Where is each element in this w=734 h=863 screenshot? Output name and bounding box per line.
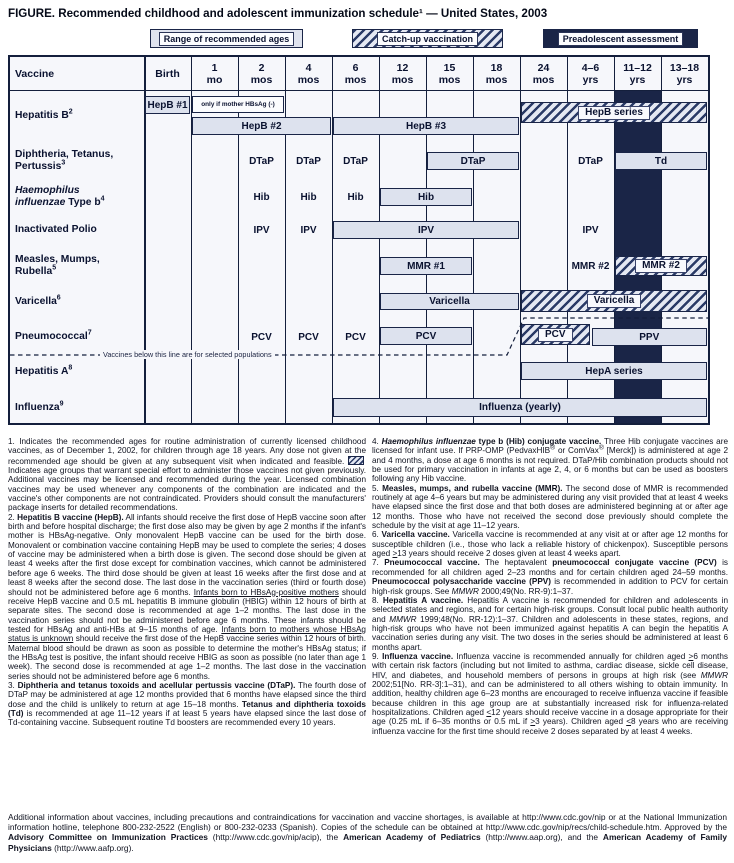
schedule-dose-label: IPV bbox=[582, 225, 599, 236]
footnote: 6. Varicella vaccine. Varicella vaccine is recommended at any visit at or after age 12 months for susceptible children (i.e., those who lack a reliable history of chickenpox). Susceptible persons aged >13 years should receive 2 doses given at least 4 weeks apart. bbox=[372, 530, 729, 559]
footnote: 9. Influenza vaccine. Influenza vaccine is recommended annually for children aged >6 months with certain risk factors (including but not limited to asthma, cardiac disease, sickle cell disease, HIV, and diabetes, and household members of persons in groups at high risk (see MMWR 2002;51[No. RR-3]:1–31), and can be administered to all others wishing to obtain immunity. In addition, healthy children age 6–23 months are encouraged to receive influenza vaccine if feasible because children in this age group are at substantially increased risk for influenza-related hospitalizations. Children aged <12 years should receive vaccine in a dosage appropriate for their age (0.25 mL if 6–35 months or 0.5 mL if >3 years). Children aged <8 years who are receiving influenza vaccine for the first time should receive 2 doses separated by at least 4 weeks. bbox=[372, 651, 728, 736]
schedule-dose-label: MMR #2 bbox=[571, 260, 610, 272]
legend-range-label: Range of recommended ages bbox=[159, 32, 295, 46]
catchup-bar-label: HepB series bbox=[578, 106, 650, 120]
age-column-header: 24 mos bbox=[532, 61, 555, 86]
vaccine-row-label: Haemophilus influenzae Type $b^4$ bbox=[15, 184, 105, 208]
grid-line bbox=[332, 57, 333, 423]
schedule-dose-label: DTaP bbox=[249, 155, 274, 167]
schedule-range-bar: Influenza (yearly) bbox=[333, 398, 707, 417]
schedule-range-bar: PPV bbox=[592, 328, 708, 346]
catchup-bar-label: MMR #2 bbox=[635, 259, 687, 273]
schedule-range-bar: HepB #1 bbox=[145, 96, 190, 114]
schedule-range-bar: Varicella bbox=[380, 293, 519, 310]
footnote: 2. Hepatitis B vaccine (HepB). All infants should receive the first dose of HepB vaccine soon after birth and before hospital discharge; the first dose also may be given by age 2 months if the infant's mother is HBsAg-negative. Only monovalent HepB vaccine can be used for the birth dose. Monovalent or combination vaccine containing HepB may be used to complete the series; 4 doses of vaccine may be administered when a birth dose is given. The second dose should be given at least 4 weeks after the first dose except for combination vaccines, which cannot be administered before age 6 weeks. The third dose should be given at least 16 weeks after the first dose and at least 8 weeks after the second dose. The last dose in the vaccination series (third or fourth dose) should not be administered before age 6 months. Infants born to HBsAg-positive mothers should receive HepB vaccine and 0.5 mL hepatitis B immune globulin (HBIG) within 12 hours of birth at separate sites. The second dose is recommended at age 1–2 months. The last dose in the vaccination series should not be administered before age 6 months. These infants should be tested for HBsAg and anti-HBs at 9–15 months of age. Infants born to mothers whose HBsAg status is unknown should receive the first dose of the HepB vaccine series within 12 hours of birth. Maternal blood should be drawn as soon as possible to determine the mother's HBsAg status; if the HBsAg test is positive, the infant should receive HBIG as soon as possible (no later than age 1 week). The second dose is recommended at age 1–2 months. The last dose in the vaccination series should not be administered before age 6 months. bbox=[8, 512, 366, 681]
schedule-range-bar: HepA series bbox=[521, 362, 707, 380]
schedule-dose-label: Hib bbox=[347, 191, 364, 203]
schedule-range-bar: IPV bbox=[333, 221, 519, 239]
age-column-header: 18 mos bbox=[485, 61, 508, 86]
footnote: 5. Measles, mumps, and rubella vaccine (MMR). The second dose of MMR is recommended routinely at age 4–6 years but may be administered during any visit provided that at least 4 weeks have elapsed since the first dose and that both doses are administered beginning at or after age 12 months. Those who have not received the second dose previously should complete the schedule by the visit at age 11–12 years. bbox=[372, 483, 728, 531]
schedule-condition-box: only if mother HBsAg (-) bbox=[192, 96, 284, 113]
footnote: 8. Hepatitis A vaccine. Hepatitis A vaccine is recommended for children and adolescents in selected states and regions, and for certain high-risk groups. Consult local public health authority and MMWR 1999;48(No. RR-12):1–37. Children and adolescents in these states, regions, and high-risk groups who have not been immunized against hepatitis A can begin the hepatitis A vaccination series during any visit. The two doses in the series should be administered at least 6 months apart. bbox=[372, 595, 729, 652]
immunization-schedule-table bbox=[8, 55, 710, 425]
figure-title: FIGURE. Recommended childhood and adolescent immunization schedule¹ — United States, 2003 bbox=[8, 7, 548, 20]
vaccine-row-label: Hepatitis $B^2$ bbox=[15, 108, 73, 121]
age-column-header: 2 mos bbox=[250, 61, 273, 86]
vaccine-row-label: Measles, Mumps, Rubella$^5$ bbox=[15, 253, 100, 277]
schedule-catchup-bar bbox=[521, 324, 590, 345]
schedule-dose-label: IPV bbox=[253, 225, 270, 236]
schedule-dose-label: DTaP bbox=[343, 155, 368, 167]
footer-text: Additional information about vaccines, including precautions and contraindications for vaccination and vaccine shortages, is available at http://www.cdc.gov/nip or at the National Immunization information hotline, telephone 800-232-2522 (English) or 800-232-0233 (Spanish). Copies of the schedule can be obtained at http://www.cdc.gov/nip/recs/child-schedule.htm. Approved by the Advisory Committee on Immunization Practices (http://www.cdc.gov/nip/acip), the American Academy of Pediatrics (http://www.aap.org), and the American Academy of Family Physicians (http://www.aafp.org). bbox=[8, 812, 727, 853]
schedule-dose-label: PCV bbox=[251, 332, 272, 343]
age-column-header: 4–6 yrs bbox=[581, 61, 600, 86]
age-column-header: 11–12 yrs bbox=[623, 61, 652, 86]
legend-catchup-label: Catch-up vaccination bbox=[377, 32, 478, 46]
age-column-header: 1 mo bbox=[206, 61, 223, 86]
vaccine-column-header: Vaccine bbox=[15, 67, 55, 80]
grid-line bbox=[379, 57, 380, 423]
schedule-dose-label: DTaP bbox=[296, 155, 321, 167]
catchup-bar-label: PCV bbox=[538, 328, 573, 342]
schedule-range-bar: PCV bbox=[380, 327, 472, 345]
age-column-header: 15 mos bbox=[438, 61, 461, 86]
age-column-header: Birth bbox=[155, 67, 180, 80]
vaccine-row-label: Pneumococcal$^7$ bbox=[15, 329, 92, 343]
schedule-catchup-bar bbox=[521, 290, 707, 312]
footnote: 1. Indicates the recommended ages for routine administration of currently licensed childhood vaccines, as of December 1, 2002, for children through age 18 years. Any dose not given at the recommended age should be given at any subsequent visit when indicated and feasible. Indicates age groups that warrant special effort to administer those vaccines not given previously. Additional vaccines may be licensed and recommended during the year. Licensed combination vaccines may be used whenever any components of the combination are indicated and the vaccine's other components are not contraindicated. Providers should consult the manufacturers' package inserts for detailed recommendations. bbox=[8, 437, 366, 513]
vaccine-row-label: Hepatitis $A^8$ bbox=[15, 364, 73, 378]
catchup-bar-label: Varicella bbox=[587, 294, 642, 308]
hatch-swatch-icon bbox=[348, 456, 364, 465]
grid-line bbox=[426, 57, 427, 423]
age-column-header: 4 mos bbox=[297, 61, 320, 86]
schedule-range-bar: DTaP bbox=[427, 152, 519, 170]
schedule-dose-label: PCV bbox=[298, 332, 319, 343]
vaccine-row-label: Varicella$^6$ bbox=[15, 294, 61, 308]
schedule-range-bar: Hib bbox=[380, 188, 472, 206]
footnotes-right-column bbox=[372, 437, 728, 736]
schedule-catchup-bar bbox=[615, 256, 707, 276]
age-column-header: 13–18 yrs bbox=[669, 61, 700, 86]
footnote: 3. Diphtheria and tetanus toxoids and acellular pertussis vaccine (DTaP). The fourth dose of DTaP may be administered at age 12 months provided that 6 months have elapsed since the third dose and the child is unlikely to return at age 15–18 months. Tetanus and diphtheria toxoids (Td) is recommended at age 11–12 years if at least 5 years have elapsed since the last dose of Td-containing vaccine. Subsequent routine Td boosters are recommended every 10 years. bbox=[8, 680, 367, 728]
schedule-catchup-bar bbox=[521, 102, 707, 123]
schedule-range-bar: MMR #1 bbox=[380, 257, 472, 275]
schedule-range-bar: Td bbox=[615, 152, 707, 170]
schedule-range-bar: HepB #2 bbox=[192, 117, 331, 135]
schedule-dose-label: Hib bbox=[253, 191, 270, 203]
schedule-dose-label: PCV bbox=[345, 332, 366, 343]
age-column-header: 12 mos bbox=[391, 61, 414, 86]
schedule-range-bar: HepB #3 bbox=[333, 117, 519, 135]
footnotes-left-column bbox=[8, 437, 366, 728]
age-column-header: 6 mos bbox=[344, 61, 367, 86]
vaccine-row-label: Diphtheria, Tetanus, Pertussis$^3$ bbox=[15, 148, 114, 172]
legend-preadolescent-label: Preadolescent assessment bbox=[558, 32, 684, 46]
vaccine-row-label: Influenza$^9$ bbox=[15, 400, 64, 414]
separator-note: Vaccines below this line are for selected populations bbox=[100, 350, 275, 359]
schedule-dose-label: IPV bbox=[300, 225, 317, 236]
schedule-dose-label: Hib bbox=[300, 191, 317, 203]
schedule-dose-label: DTaP bbox=[578, 155, 603, 167]
vaccine-row-label: Inactivated Polio bbox=[15, 224, 97, 236]
grid-line bbox=[473, 57, 474, 423]
legend-catch-up-vaccination bbox=[352, 29, 503, 48]
legend-range-of-recommended-ages bbox=[150, 29, 303, 48]
legend-preadolescent-assessment bbox=[543, 29, 698, 48]
footnote: 7. Pneumococcal vaccine. The heptavalent pneumococcal conjugate vaccine (PCV) is recommended for all children aged 2–23 months and for certain children aged 24–59 months. Pneumococcal polysaccharide vaccine (PPV) is recommended in addition to PCV for certain high-risk groups. See MMWR 2000;49(No. RR-9):1–37. bbox=[372, 558, 728, 596]
footnote: 4. Haemophilus influenzae type b (Hib) conjugate vaccine. Three Hib conjugate vaccines are licensed for infant use. If PRP-OMP (PedvaxHIB® or ComVax® [Merck]) is administered at age 2 and 4 months, a dose at age 6 months is not required. DTaP/Hib combination products should not be used for primary vaccination in infants at age 2, 4, or 6 months but can be used as boosters following any Hib vaccine. bbox=[372, 437, 728, 484]
